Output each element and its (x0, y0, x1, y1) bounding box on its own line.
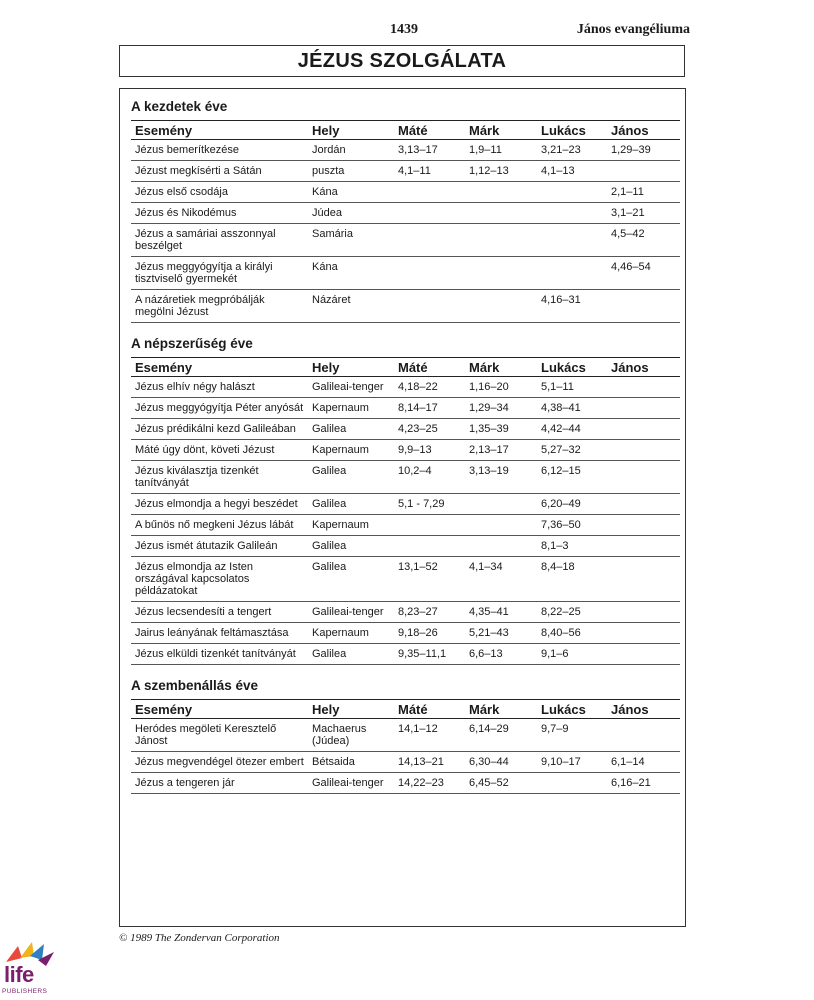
table-cell: 6,16–21 (607, 773, 680, 794)
table-cell: A bűnös nő megkeni Jézus lábát (131, 515, 308, 536)
column-header: Lukács (537, 700, 607, 719)
table-cell: 4,38–41 (537, 398, 607, 419)
table-cell: 6,30–44 (465, 752, 537, 773)
column-header: János (607, 700, 680, 719)
table-row (131, 377, 680, 398)
table-cell (394, 224, 465, 257)
table-cell: Kapernaum (308, 515, 394, 536)
table-cell (537, 224, 607, 257)
table-cell (465, 290, 537, 323)
table-cell: Jordán (308, 140, 394, 161)
table-cell: 14,22–23 (394, 773, 465, 794)
table-cell: 5,27–32 (537, 440, 607, 461)
table-cell: Galilea (308, 461, 394, 494)
table-cell: 3,13–19 (465, 461, 537, 494)
table-cell: Galilea (308, 419, 394, 440)
table-cell (394, 182, 465, 203)
chart-section (131, 677, 680, 794)
table-row (131, 557, 680, 602)
copyright-footer: © 1989 The Zondervan Corporation (119, 932, 280, 944)
table-cell: 1,9–11 (465, 140, 537, 161)
table-cell: 8,40–56 (537, 623, 607, 644)
table-cell: 8,4–18 (537, 557, 607, 602)
table-cell: Jézus kiválasztja tizenkét tanítványát (131, 461, 308, 494)
table-cell: 1,12–13 (465, 161, 537, 182)
table-cell: 4,42–44 (537, 419, 607, 440)
events-table (131, 699, 680, 794)
table-cell: 2,13–17 (465, 440, 537, 461)
chart-section (131, 98, 680, 323)
column-header: Márk (465, 358, 537, 377)
table-cell: 9,1–6 (537, 644, 607, 665)
table-cell (465, 182, 537, 203)
table-row (131, 440, 680, 461)
table-cell: Jézus elhív négy halászt (131, 377, 308, 398)
table-cell: 4,46–54 (607, 257, 680, 290)
table-cell: 9,10–17 (537, 752, 607, 773)
table-cell: 9,7–9 (537, 719, 607, 752)
table-cell: Galilea (308, 557, 394, 602)
column-header: Márk (465, 121, 537, 140)
table-cell: 5,21–43 (465, 623, 537, 644)
table-cell (607, 536, 680, 557)
table-cell: Galilea (308, 494, 394, 515)
table-cell: 4,1–11 (394, 161, 465, 182)
table-cell: 13,1–52 (394, 557, 465, 602)
column-header: Máté (394, 700, 465, 719)
page-number: 1439 (390, 22, 418, 37)
table-cell: 4,16–31 (537, 290, 607, 323)
table-cell: Jézust megkísérti a Sátán (131, 161, 308, 182)
table-cell: Kapernaum (308, 440, 394, 461)
column-header: Lukács (537, 358, 607, 377)
table-cell: 1,35–39 (465, 419, 537, 440)
table-row (131, 140, 680, 161)
table-cell: 5,1–11 (537, 377, 607, 398)
table-row (131, 224, 680, 257)
table-cell: Kapernaum (308, 623, 394, 644)
logo-wordmark: life (4, 962, 34, 987)
table-row (131, 161, 680, 182)
table-cell: Samária (308, 224, 394, 257)
table-cell: Jairus leányának feltámasztása (131, 623, 308, 644)
table-cell: Jézus lecsendesíti a tengert (131, 602, 308, 623)
table-cell: 6,20–49 (537, 494, 607, 515)
table-cell (607, 377, 680, 398)
table-cell (394, 290, 465, 323)
table-cell: Galilea (308, 536, 394, 557)
table-cell (607, 515, 680, 536)
chart-section (131, 335, 680, 665)
table-cell: 4,5–42 (607, 224, 680, 257)
table-cell (537, 203, 607, 224)
table-cell: 8,14–17 (394, 398, 465, 419)
table-cell: 6,12–15 (537, 461, 607, 494)
table-row (131, 752, 680, 773)
table-row (131, 623, 680, 644)
table-cell: 6,45–52 (465, 773, 537, 794)
table-cell: Jézus elküldi tizenkét tanítványát (131, 644, 308, 665)
table-cell: 8,23–27 (394, 602, 465, 623)
table-cell: Jézus elmondja a hegyi beszédet (131, 494, 308, 515)
table-cell (607, 557, 680, 602)
table-cell: Názáret (308, 290, 394, 323)
events-table (131, 357, 680, 665)
table-cell: 4,35–41 (465, 602, 537, 623)
table-cell (465, 515, 537, 536)
table-row (131, 773, 680, 794)
table-cell: Jézus első csodája (131, 182, 308, 203)
table-cell (607, 290, 680, 323)
table-cell: 4,23–25 (394, 419, 465, 440)
column-header: Máté (394, 121, 465, 140)
table-cell (465, 494, 537, 515)
column-header: Esemény (131, 700, 308, 719)
table-cell: Jézus meggyógyítja Péter anyósát (131, 398, 308, 419)
table-cell: Galileai-tenger (308, 377, 394, 398)
table-cell (607, 461, 680, 494)
table-cell: Kána (308, 257, 394, 290)
table-cell: A názáretiek megpróbálják megölni Jézust (131, 290, 308, 323)
sections-container (131, 98, 680, 806)
table-cell (465, 536, 537, 557)
table-cell: Bétsaida (308, 752, 394, 773)
table-row (131, 419, 680, 440)
table-cell: 6,14–29 (465, 719, 537, 752)
section-title: A szembenállás éve (131, 678, 259, 693)
table-cell: 3,13–17 (394, 140, 465, 161)
table-row (131, 644, 680, 665)
table-cell: Jézus a tengeren jár (131, 773, 308, 794)
table-row (131, 290, 680, 323)
table-cell (394, 515, 465, 536)
table-cell: Machaerus (Júdea) (308, 719, 394, 752)
table-cell: 5,1 - 7,29 (394, 494, 465, 515)
running-head: János evangéliuma (576, 22, 690, 37)
events-table (131, 120, 680, 323)
table-cell (465, 257, 537, 290)
table-cell (607, 623, 680, 644)
table-cell: 9,18–26 (394, 623, 465, 644)
table-cell: 9,9–13 (394, 440, 465, 461)
table-cell: 10,2–4 (394, 461, 465, 494)
table-cell: 6,1–14 (607, 752, 680, 773)
table-cell (607, 161, 680, 182)
column-header: Esemény (131, 121, 308, 140)
table-cell: Jézus a samáriai asszonnyal beszélget (131, 224, 308, 257)
table-cell: Galileai-tenger (308, 773, 394, 794)
table-cell (537, 773, 607, 794)
column-header: Márk (465, 700, 537, 719)
table-cell: 2,1–11 (607, 182, 680, 203)
table-cell: 7,36–50 (537, 515, 607, 536)
table-cell (607, 440, 680, 461)
table-cell: 4,1–34 (465, 557, 537, 602)
table-cell: Jézus megvendégel ötezer embert (131, 752, 308, 773)
logo-subtext: PUBLISHERS (2, 988, 48, 995)
page-title: JÉZUS SZOLGÁLATA (119, 45, 685, 77)
table-cell: 4,18–22 (394, 377, 465, 398)
table-cell (607, 602, 680, 623)
table-cell (607, 719, 680, 752)
table-cell: Júdea (308, 203, 394, 224)
column-header: Hely (308, 358, 394, 377)
table-cell: Jézus elmondja az Isten országával kapcsolatos példázatokat (131, 557, 308, 602)
table-cell: puszta (308, 161, 394, 182)
table-cell (607, 644, 680, 665)
table-cell: Jézus és Nikodémus (131, 203, 308, 224)
table-cell: 1,29–34 (465, 398, 537, 419)
table-cell (607, 398, 680, 419)
table-cell: Galileai-tenger (308, 602, 394, 623)
table-row (131, 602, 680, 623)
column-header: Hely (308, 121, 394, 140)
table-cell (465, 224, 537, 257)
table-cell (537, 257, 607, 290)
table-cell: Jézus bemerítkezése (131, 140, 308, 161)
table-cell (394, 536, 465, 557)
table-cell: 9,35–11,1 (394, 644, 465, 665)
column-header: Esemény (131, 358, 308, 377)
table-cell (394, 203, 465, 224)
table-row (131, 461, 680, 494)
column-header: Lukács (537, 121, 607, 140)
column-header: János (607, 121, 680, 140)
table-row (131, 515, 680, 536)
table-cell: Kapernaum (308, 398, 394, 419)
table-cell: 8,1–3 (537, 536, 607, 557)
table-cell (537, 182, 607, 203)
table-cell: 14,1–12 (394, 719, 465, 752)
table-cell: Heródes megöleti Keresztelő Jánost (131, 719, 308, 752)
table-row (131, 182, 680, 203)
table-cell (607, 494, 680, 515)
table-row (131, 257, 680, 290)
column-header: Máté (394, 358, 465, 377)
table-cell: 4,1–13 (537, 161, 607, 182)
column-header: Hely (308, 700, 394, 719)
table-cell: 3,21–23 (537, 140, 607, 161)
table-cell: 8,22–25 (537, 602, 607, 623)
table-cell (607, 419, 680, 440)
table-cell: Galilea (308, 644, 394, 665)
table-row (131, 398, 680, 419)
table-cell: Jézus meggyógyítja a királyi tisztviselő gyermekét (131, 257, 308, 290)
section-title: A kezdetek éve (131, 99, 228, 114)
table-cell (465, 203, 537, 224)
table-cell: Máté úgy dönt, követi Jézust (131, 440, 308, 461)
table-cell: 1,29–39 (607, 140, 680, 161)
table-cell: Kána (308, 182, 394, 203)
column-header: János (607, 358, 680, 377)
ministry-chart (119, 88, 686, 927)
table-cell: 6,6–13 (465, 644, 537, 665)
table-row (131, 203, 680, 224)
table-cell: Jézus prédikálni kezd Galileában (131, 419, 308, 440)
section-title: A népszerűség éve (131, 336, 253, 351)
table-cell: 3,1–21 (607, 203, 680, 224)
table-cell: 1,16–20 (465, 377, 537, 398)
table-cell: Jézus ismét átutazik Galileán (131, 536, 308, 557)
table-row (131, 719, 680, 752)
table-cell: 14,13–21 (394, 752, 465, 773)
table-row (131, 494, 680, 515)
table-row (131, 536, 680, 557)
table-cell (394, 257, 465, 290)
